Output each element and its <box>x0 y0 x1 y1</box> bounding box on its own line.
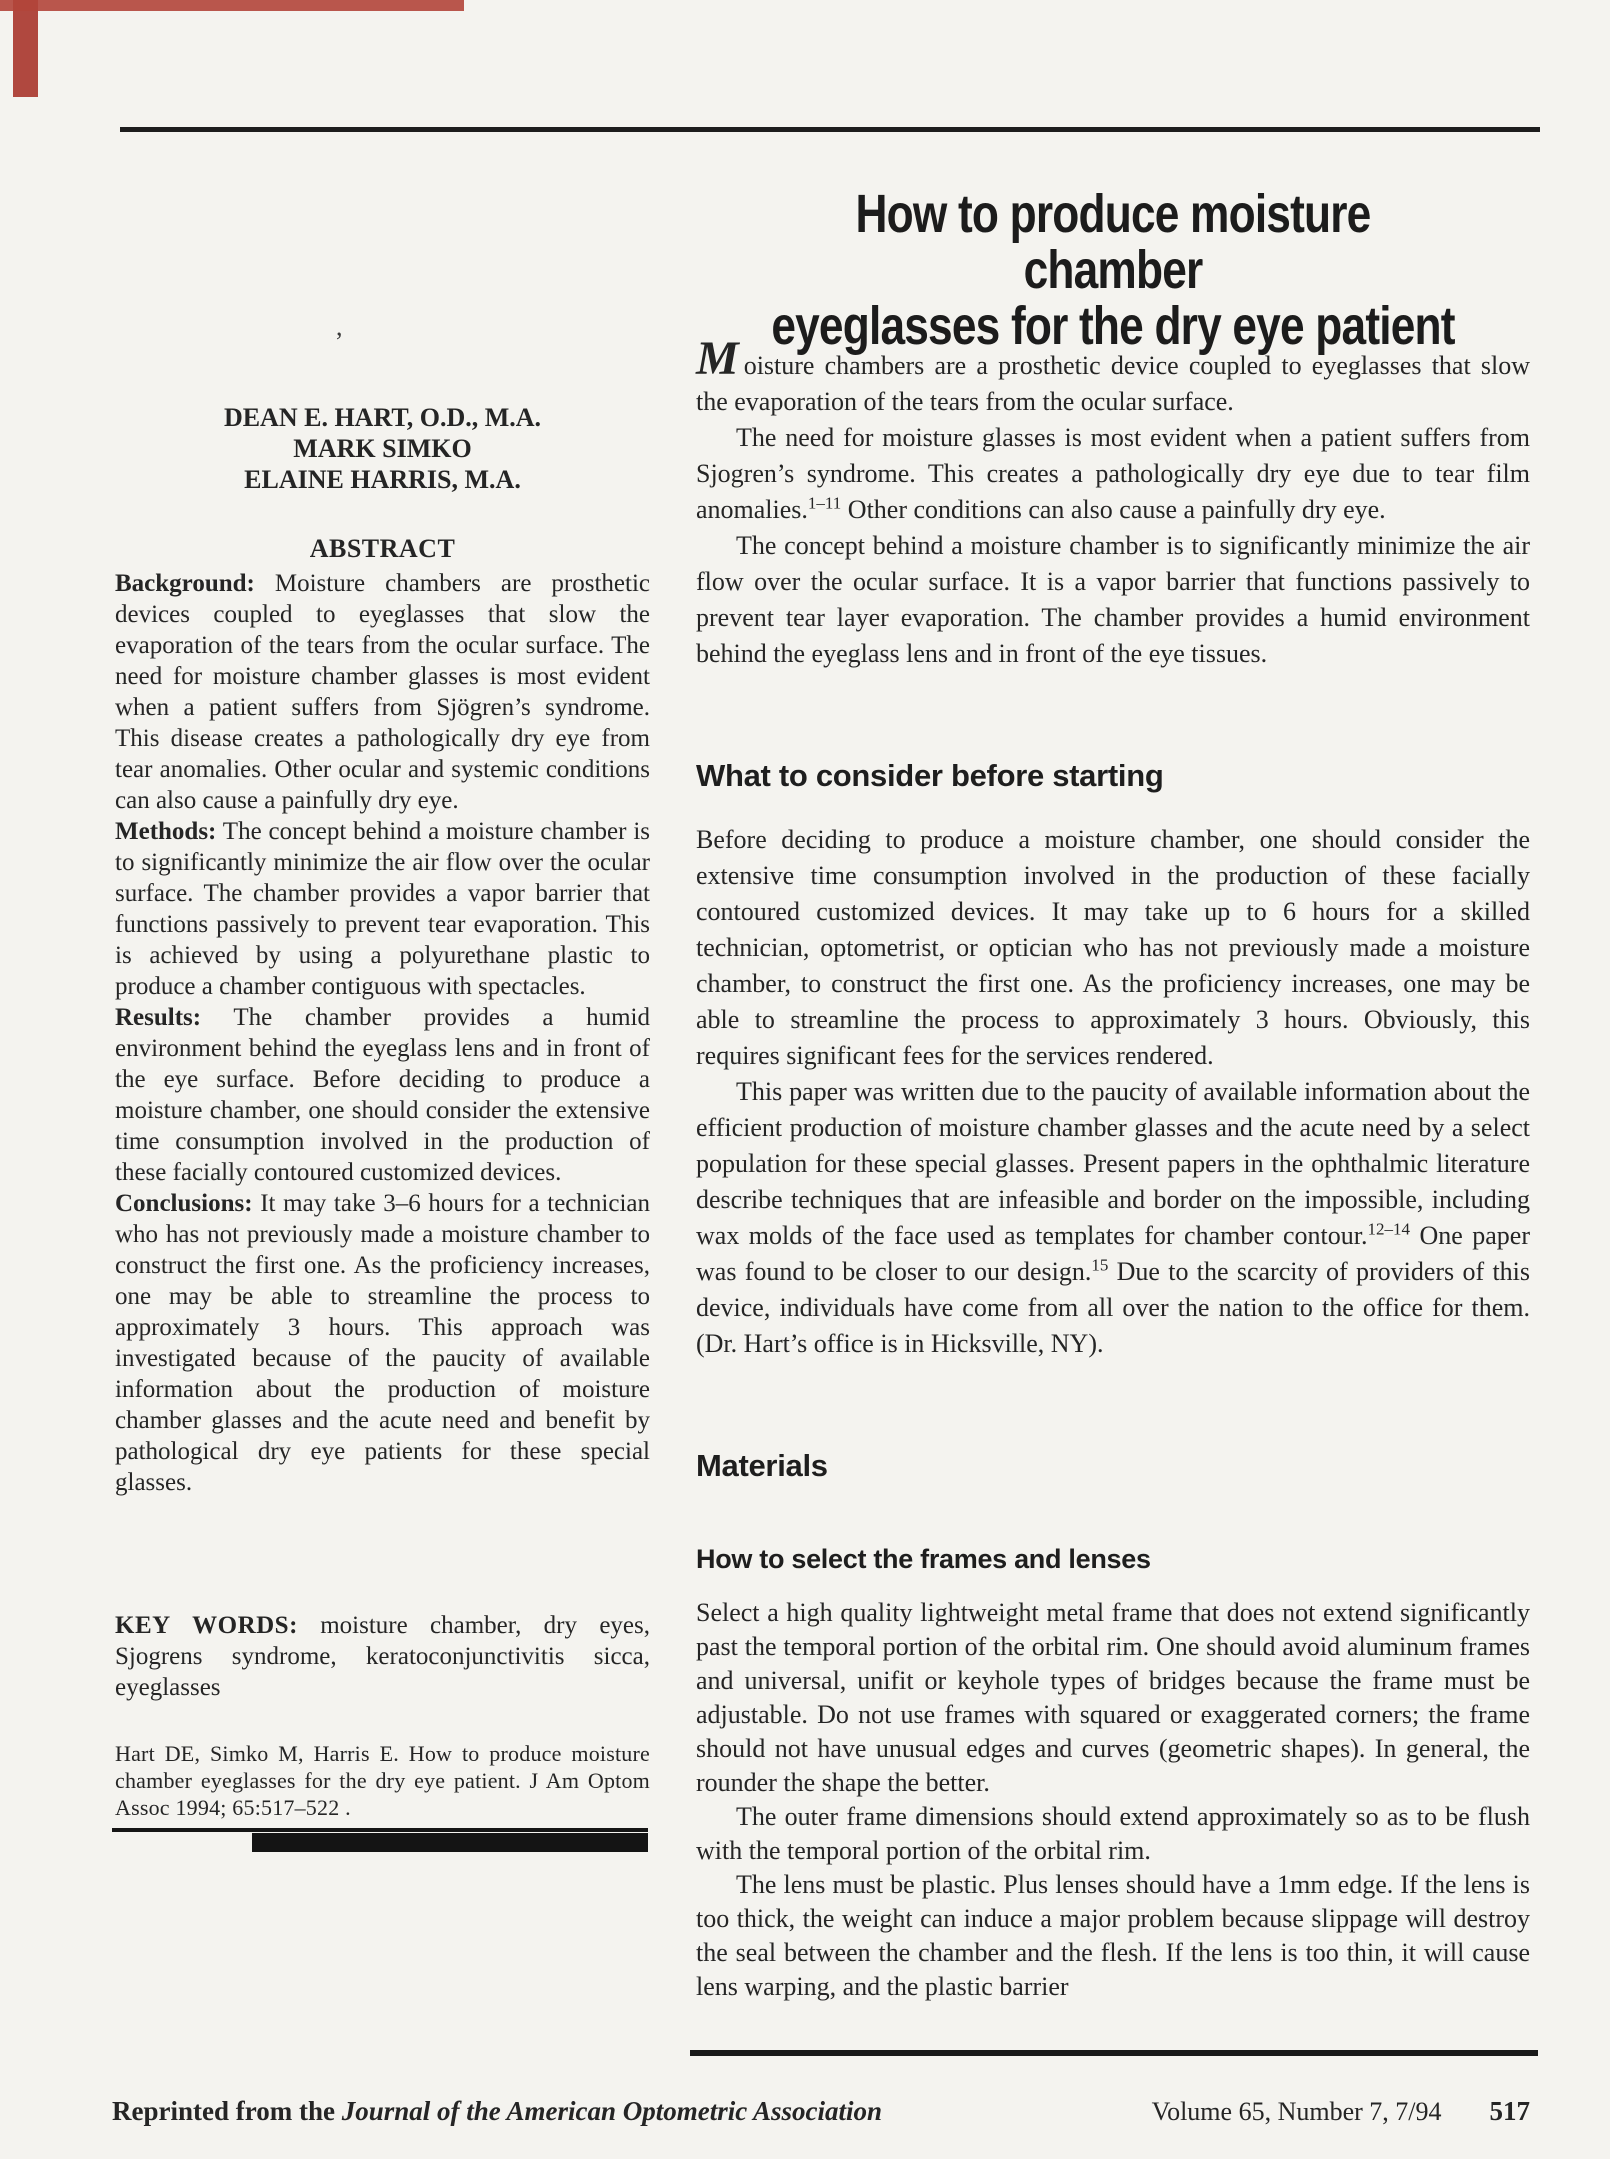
paragraph-outer-frame: The outer frame dimensions should extend approximately so as to be flush with the temporal portion of the orbital rim. <box>696 1802 1530 1865</box>
intro-section <box>696 332 1530 672</box>
materials-section <box>696 1596 1530 2004</box>
reference-superscript: 1–11 <box>807 493 842 513</box>
keywords-text: moisture chamber, dry eyes, Sjogrens syndrome, keratoconjunctivitis sicca, eyeglasses <box>115 1612 650 1701</box>
article-title-line2: eyeglasses for the dry eye patient <box>771 296 1455 356</box>
dropcap-m: M <box>696 332 740 385</box>
paragraph-text: Other conditions can also cause a painfully dry eye. <box>841 495 1386 524</box>
paragraph-lens: The lens must be plastic. Plus lenses should have a 1mm edge. If the lens is too thick, the weight can induce a major problem because slippage will destroy the seal between the chamber and the flesh. If the lens is too thin, it will cause lens warping, and the plastic barrier <box>696 1870 1530 2001</box>
paragraph-text: oisture chambers are a prosthetic device coupled to eyeglasses that slow the evaporation of the tears from the ocular surface. <box>696 351 1530 416</box>
header-rule <box>120 127 1540 132</box>
abstract-paragraph-conclusions <box>115 1188 650 1498</box>
abstract-text: Moisture chambers are prosthetic devices coupled to eyeglasses that slow the evaporation of the tears from the ocular surface. The need for moisture chamber glasses is most evident when a patient suffers from Sjögren’s syndrome. This disease creates a pathologically dry eye from tear anomalies. Other ocular and systemic conditions can also cause a painfully dry eye. <box>115 570 650 814</box>
reference-superscript: 15 <box>1091 1255 1109 1275</box>
citation: Hart DE, Simko M, Harris E. How to produce moisture chamber eyeglasses for the dry eye patient. J Am Optom Assoc 1994; 65:517–522 . <box>115 1741 650 1820</box>
keywords <box>115 1610 650 1703</box>
footer-page-number: 517 <box>1489 2096 1530 2126</box>
scan-speck: , <box>336 312 343 341</box>
citation-black-bar <box>252 1833 648 1852</box>
abstract-paragraph-results <box>115 1002 650 1188</box>
consider-section <box>696 822 1530 1362</box>
abstract-label: Background: <box>115 570 255 597</box>
paragraph-text: Due to the scarcity of providers of this device, individuals have come from all over the nation to the office for them. (Dr. Hart’s office is in Hicksville, NY). <box>696 1257 1531 1358</box>
abstract-text: The chamber provides a humid environment behind the eyeglass lens and in front of the eye surface. Before deciding to produce a moisture chamber, one should consider the extensive time consumption involved in the production of these facially contoured customized devices. <box>115 1004 650 1186</box>
author-block <box>115 402 650 495</box>
abstract-text: The concept behind a moisture chamber is to significantly minimize the air flow over the ocular surface. The chamber provides a vapor barrier that functions passively to prevent tear evaporation. This is achieved by using a polyurethane plastic to produce a chamber contiguous with spectacles. <box>115 818 650 1000</box>
abstract-label: Conclusions: <box>115 1190 253 1217</box>
paragraph-text: One paper was found to be closer to our design. <box>696 1221 1530 1286</box>
footer-journal-name: Journal of the American Optometric Association <box>341 2096 883 2126</box>
paragraph-paper-written <box>696 1074 1530 1362</box>
reference-superscript: 12–14 <box>1367 1219 1410 1239</box>
subsection-heading-frames: How to select the frames and lenses <box>696 1544 1151 1574</box>
abstract-body <box>115 568 650 1498</box>
citation-rule <box>112 1828 648 1832</box>
abstract-paragraph-methods <box>115 816 650 1002</box>
abstract-paragraph-background <box>115 568 650 816</box>
footer <box>112 2094 1530 2129</box>
scan-artifact-red-vertical <box>13 0 38 97</box>
scan-artifact-red-horizontal <box>0 0 464 11</box>
article-title-line1: How to produce moisture chamber <box>855 184 1371 300</box>
footer-reprint-text: Reprinted from the <box>112 2096 342 2126</box>
keywords-label: KEY WORDS: <box>115 1612 298 1639</box>
footer-rule <box>690 2050 1538 2056</box>
paragraph-intro <box>696 332 1530 420</box>
paragraph-select-frame: Select a high quality lightweight metal frame that does not extend significantly past the temporal portion of the orbital rim. One should avoid aluminum frames and universal, unifit or keyhole types of bridges because the frame must be adjustable. Do not use frames with squared or exaggerated corners; the frame should not have unusual edges and curves (geometric shapes). In general, the rounder the shape the better. <box>696 1598 1530 1797</box>
footer-issue: Volume 65, Number 7, 7/94 <box>1151 2097 1442 2126</box>
abstract-heading: ABSTRACT <box>309 534 456 563</box>
author-name: ELAINE HARRIS, M.A. <box>244 465 521 494</box>
author-name: DEAN E. HART, O.D., M.A. <box>223 403 542 432</box>
paragraph-text: The need for moisture glasses is most evident when a patient suffers from Sjogren’s syndrome. This creates a pathologically dry eye due to tear film anomalies. <box>696 423 1530 524</box>
author-name: MARK SIMKO <box>293 434 472 463</box>
article-title <box>771 186 1455 354</box>
paragraph-need <box>696 420 1530 528</box>
abstract-label: Methods: <box>115 818 217 845</box>
paragraph-before-deciding: Before deciding to produce a moisture chamber, one should consider the extensive time consumption involved in the production of these facially contoured customized devices. It may take up to 6 hours for a skilled technician, optometrist, or optician who has not previously made a moisture chamber, to construct the first one. As the proficiency increases, one may be able to streamline the process to approximately 3 hours. Obviously, this requires significant fees for the services rendered. <box>696 825 1530 1070</box>
abstract-label: Results: <box>115 1004 202 1031</box>
paragraph-text: This paper was written due to the paucity of available information about the efficient production of moisture chamber glasses and the acute need by a select population for these special glasses. Present papers in the ophthalmic literature describe techniques that are infeasible and border on the impossible, including wax molds of the face used as templates for chamber contour. <box>696 1077 1530 1250</box>
paragraph-concept: The concept behind a moisture chamber is to significantly minimize the air flow over the ocular surface. It is a vapor barrier that functions passively to prevent tear layer evaporation. The chamber provides a humid environment behind the eyeglass lens and in front of the eye tissues. <box>696 531 1530 668</box>
abstract-text: It may take 3–6 hours for a technician who has not previously made a moisture chamber to construct the first one. As the proficiency increases, one may be able to streamline the process to approximately 3 hours. This approach was investigated because of the paucity of available information about the production of moisture chamber glasses and the acute need and benefit by pathological dry eye patients for these special glasses. <box>115 1190 650 1496</box>
section-heading-materials: Materials <box>696 1448 828 1483</box>
section-heading-consider: What to consider before starting <box>696 758 1164 793</box>
